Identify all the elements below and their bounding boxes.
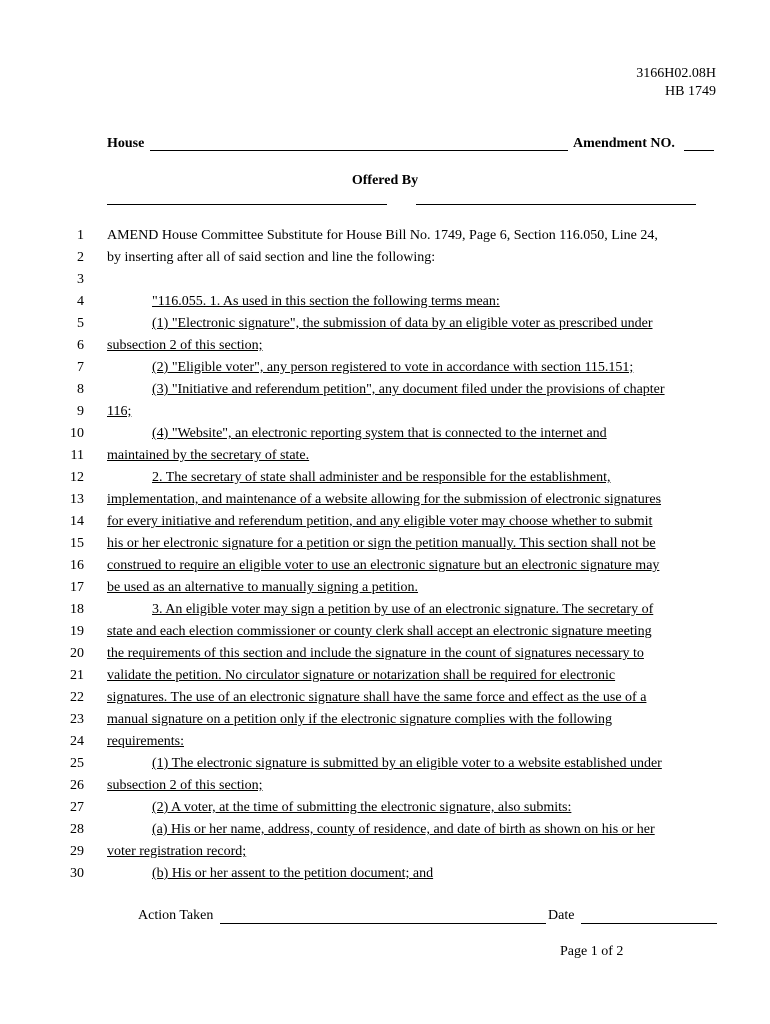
amendment-text-line: (3) "Initiative and referendum petition", any document filed under the provisions of chapter xyxy=(152,382,665,397)
line-number: 5 xyxy=(77,316,84,331)
amendment-text-line: requirements: xyxy=(107,734,184,749)
amendment-text-line: by inserting after all of said section and line the following: xyxy=(107,250,436,265)
house-amendment-line xyxy=(107,136,714,154)
amendment-text-line: state and each election commissioner or county clerk shall accept an electronic signature meeting xyxy=(107,624,652,639)
line-number: 27 xyxy=(70,800,84,815)
line-number: 26 xyxy=(70,778,84,793)
line-number: 17 xyxy=(70,580,84,595)
amendment-text-line: the requirements of this section and include the signature in the count of signatures necessary to xyxy=(107,646,644,661)
line-number: 25 xyxy=(70,756,84,771)
line-number: 12 xyxy=(70,470,84,485)
amendment-text-line: validate the petition. No circulator signature or notarization shall be required for electronic xyxy=(107,668,616,683)
line-number: 19 xyxy=(70,624,84,639)
page-number: Page 1 of 2 xyxy=(560,944,624,959)
amendment-text-line: subsection 2 of this section; xyxy=(107,778,263,793)
line-number: 18 xyxy=(70,602,84,617)
document-code: 3166H02.08H xyxy=(636,66,716,81)
line-number: 14 xyxy=(70,514,84,529)
line-number: 8 xyxy=(77,382,84,397)
line-number: 22 xyxy=(70,690,84,705)
house-label: House xyxy=(107,136,145,151)
amendment-text-line: (1) "Electronic signature", the submission of data by an eligible voter as prescribed under xyxy=(152,316,653,331)
amendment-text-line: "116.055. 1. As used in this section the following terms mean: xyxy=(152,294,500,309)
line-number: 28 xyxy=(70,822,84,837)
line-number: 16 xyxy=(70,558,84,573)
amendment-text-line: implementation, and maintenance of a website allowing for the submission of electronic signatures xyxy=(107,492,662,507)
action-taken-row xyxy=(138,908,718,926)
line-number: 23 xyxy=(70,712,84,727)
amendment-text-line: manual signature on a petition only if the electronic signature complies with the following xyxy=(107,712,613,727)
amendment-number-blank xyxy=(684,150,714,151)
amendment-text-line: construed to require an eligible voter to use an electronic signature but an electronic signature may xyxy=(107,558,660,573)
line-number: 24 xyxy=(70,734,84,749)
amendment-text-line: voter registration record; xyxy=(107,844,247,859)
offered-by-signature-line-left xyxy=(107,204,387,205)
amendment-text-line: (4) "Website", an electronic reporting system that is connected to the internet and xyxy=(152,426,607,441)
date-label: Date xyxy=(548,908,575,923)
house-blank-line xyxy=(150,150,568,151)
line-number: 4 xyxy=(77,294,84,309)
action-taken-blank xyxy=(220,923,546,924)
line-number: 10 xyxy=(70,426,84,441)
amendment-text-line: AMEND House Committee Substitute for House Bill No. 1749, Page 6, Section 116.050, Line 24, xyxy=(107,228,658,243)
line-number: 20 xyxy=(70,646,84,661)
date-blank xyxy=(581,923,717,924)
amendment-text-line: his or her electronic signature for a petition or sign the petition manually. This section shall not be xyxy=(107,536,656,551)
line-number: 7 xyxy=(77,360,84,375)
amendment-text-line: (b) His or her assent to the petition document; and xyxy=(152,866,434,881)
offered-by-heading: Offered By xyxy=(351,173,419,188)
offered-by-signature-line-right xyxy=(416,204,696,205)
bill-number: HB 1749 xyxy=(665,84,716,99)
amendment-text-line: 2. The secretary of state shall administer and be responsible for the establishment, xyxy=(152,470,611,485)
line-number: 29 xyxy=(70,844,84,859)
amendment-text-line: for every initiative and referendum petition, and any eligible voter may choose whether to submit xyxy=(107,514,653,529)
amendment-text-line: (a) His or her name, address, county of residence, and date of birth as shown on his or her xyxy=(152,822,655,837)
line-number: 13 xyxy=(70,492,84,507)
amendment-text-line: signatures. The use of an electronic signature shall have the same force and effect as the use of a xyxy=(107,690,647,705)
amendment-text-line: maintained by the secretary of state. xyxy=(107,448,310,463)
line-number: 15 xyxy=(70,536,84,551)
line-number: 1 xyxy=(77,228,84,243)
amendment-text-line: be used as an alternative to manually signing a petition. xyxy=(107,580,419,595)
amendment-text-line: 3. An eligible voter may sign a petition by use of an electronic signature. The secretary of xyxy=(152,602,654,617)
line-number: 11 xyxy=(70,448,84,463)
line-number: 2 xyxy=(77,250,84,265)
amendment-text-line: (2) A voter, at the time of submitting the electronic signature, also submits: xyxy=(152,800,572,815)
line-number: 9 xyxy=(77,404,84,419)
amendment-text-line: (2) "Eligible voter", any person registered to vote in accordance with section 115.151; xyxy=(152,360,634,375)
amendment-text-line: 116; xyxy=(107,404,132,419)
line-number: 6 xyxy=(77,338,84,353)
action-taken-label: Action Taken xyxy=(138,908,214,923)
amendment-label: Amendment NO. xyxy=(573,136,675,151)
line-number: 30 xyxy=(70,866,84,881)
amendment-text-line: (1) The electronic signature is submitted by an eligible voter to a website established under xyxy=(152,756,662,771)
line-number: 3 xyxy=(77,272,84,287)
amendment-text-line: subsection 2 of this section; xyxy=(107,338,263,353)
line-number: 21 xyxy=(70,668,84,683)
